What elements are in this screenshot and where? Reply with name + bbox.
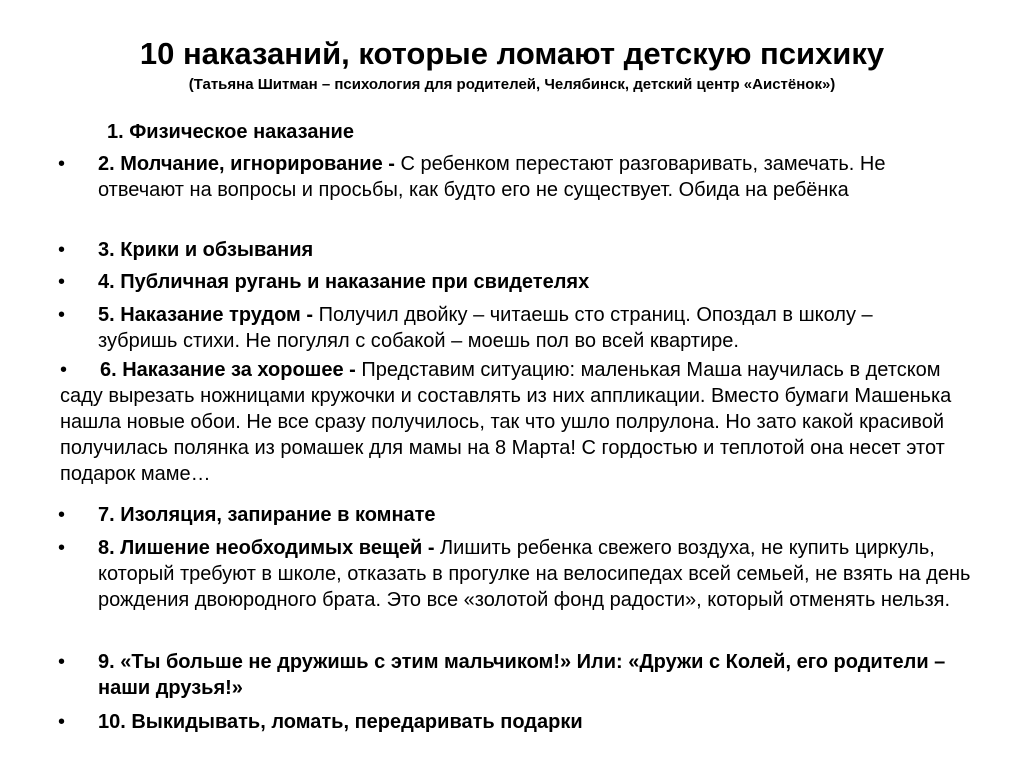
- page-title: 10 наказаний, которые ломают детскую психику: [139, 36, 885, 71]
- bullet-icon: •: [58, 711, 66, 733]
- item-heading: 4. Публичная ругань и наказание при свидетелях: [98, 271, 590, 293]
- item-body: Получил двойку – читаешь сто страниц. Опоздал в школу – зубришь стихи. Не погулял с собакой – моешь пол во всей квартире.: [98, 304, 873, 352]
- bullet-icon: •: [58, 153, 66, 175]
- bullet-icon: •: [58, 304, 66, 326]
- bullet-icon: •: [60, 359, 68, 381]
- item-heading: 9. «Ты больше не дружишь с этим мальчиком!» Или: «Дружи с Колей, его родители – наши друзья!»: [98, 651, 946, 699]
- bullet-icon: •: [58, 271, 66, 293]
- item-heading: 10. Выкидывать, ломать, передаривать подарки: [98, 711, 583, 733]
- item-heading: 7. Изоляция, запирание в комнате: [98, 504, 436, 526]
- bullet-icon: •: [58, 239, 66, 261]
- list-item-1: [107, 119, 354, 145]
- item-heading: 8. Лишение необходимых вещей -: [98, 537, 435, 559]
- item-body: Лишить ребенка свежего воздуха, не купить циркуль, который требуют в школе, отказать в прогулке на велосипедах всей семьей, не взять на день рождения двоюродного брата. Это все «золотой фонд радости», который отменять нельзя.: [98, 537, 971, 611]
- item-heading: 2. Молчание, игнорирование -: [98, 153, 395, 175]
- item-heading: 1. Физическое наказание: [107, 121, 354, 143]
- item-heading: 6. Наказание за хорошее -: [100, 359, 356, 381]
- page-subtitle: (Татьяна Шитман – психология для родителей, Челябинск, детский центр «Аистёнок»): [188, 76, 836, 93]
- bullet-icon: •: [58, 651, 66, 673]
- list-item-6: [60, 357, 970, 487]
- bullet-icon: •: [58, 504, 66, 526]
- item-heading: 3. Крики и обзывания: [98, 239, 314, 261]
- item-body: С ребенком перестают разговаривать, замечать. Не отвечают на вопросы и просьбы, как будто его не существует. Обида на ребёнка: [98, 153, 886, 201]
- item-heading: 5. Наказание трудом -: [98, 304, 314, 326]
- item-body: Представим ситуацию: маленькая Маша научилась в детском саду вырезать ножницами кружочки и составлять из них аппликации. Вместо бумаги Машенька нашла новые обои. Не все сразу получилось, так что ушло полрулона. Но зато какой красивой получилась полянка из ромашек для мамы на 8 Марта! С гордостью и теплотой она несет этот подарок маме…: [60, 359, 952, 485]
- bullet-icon: •: [58, 537, 66, 559]
